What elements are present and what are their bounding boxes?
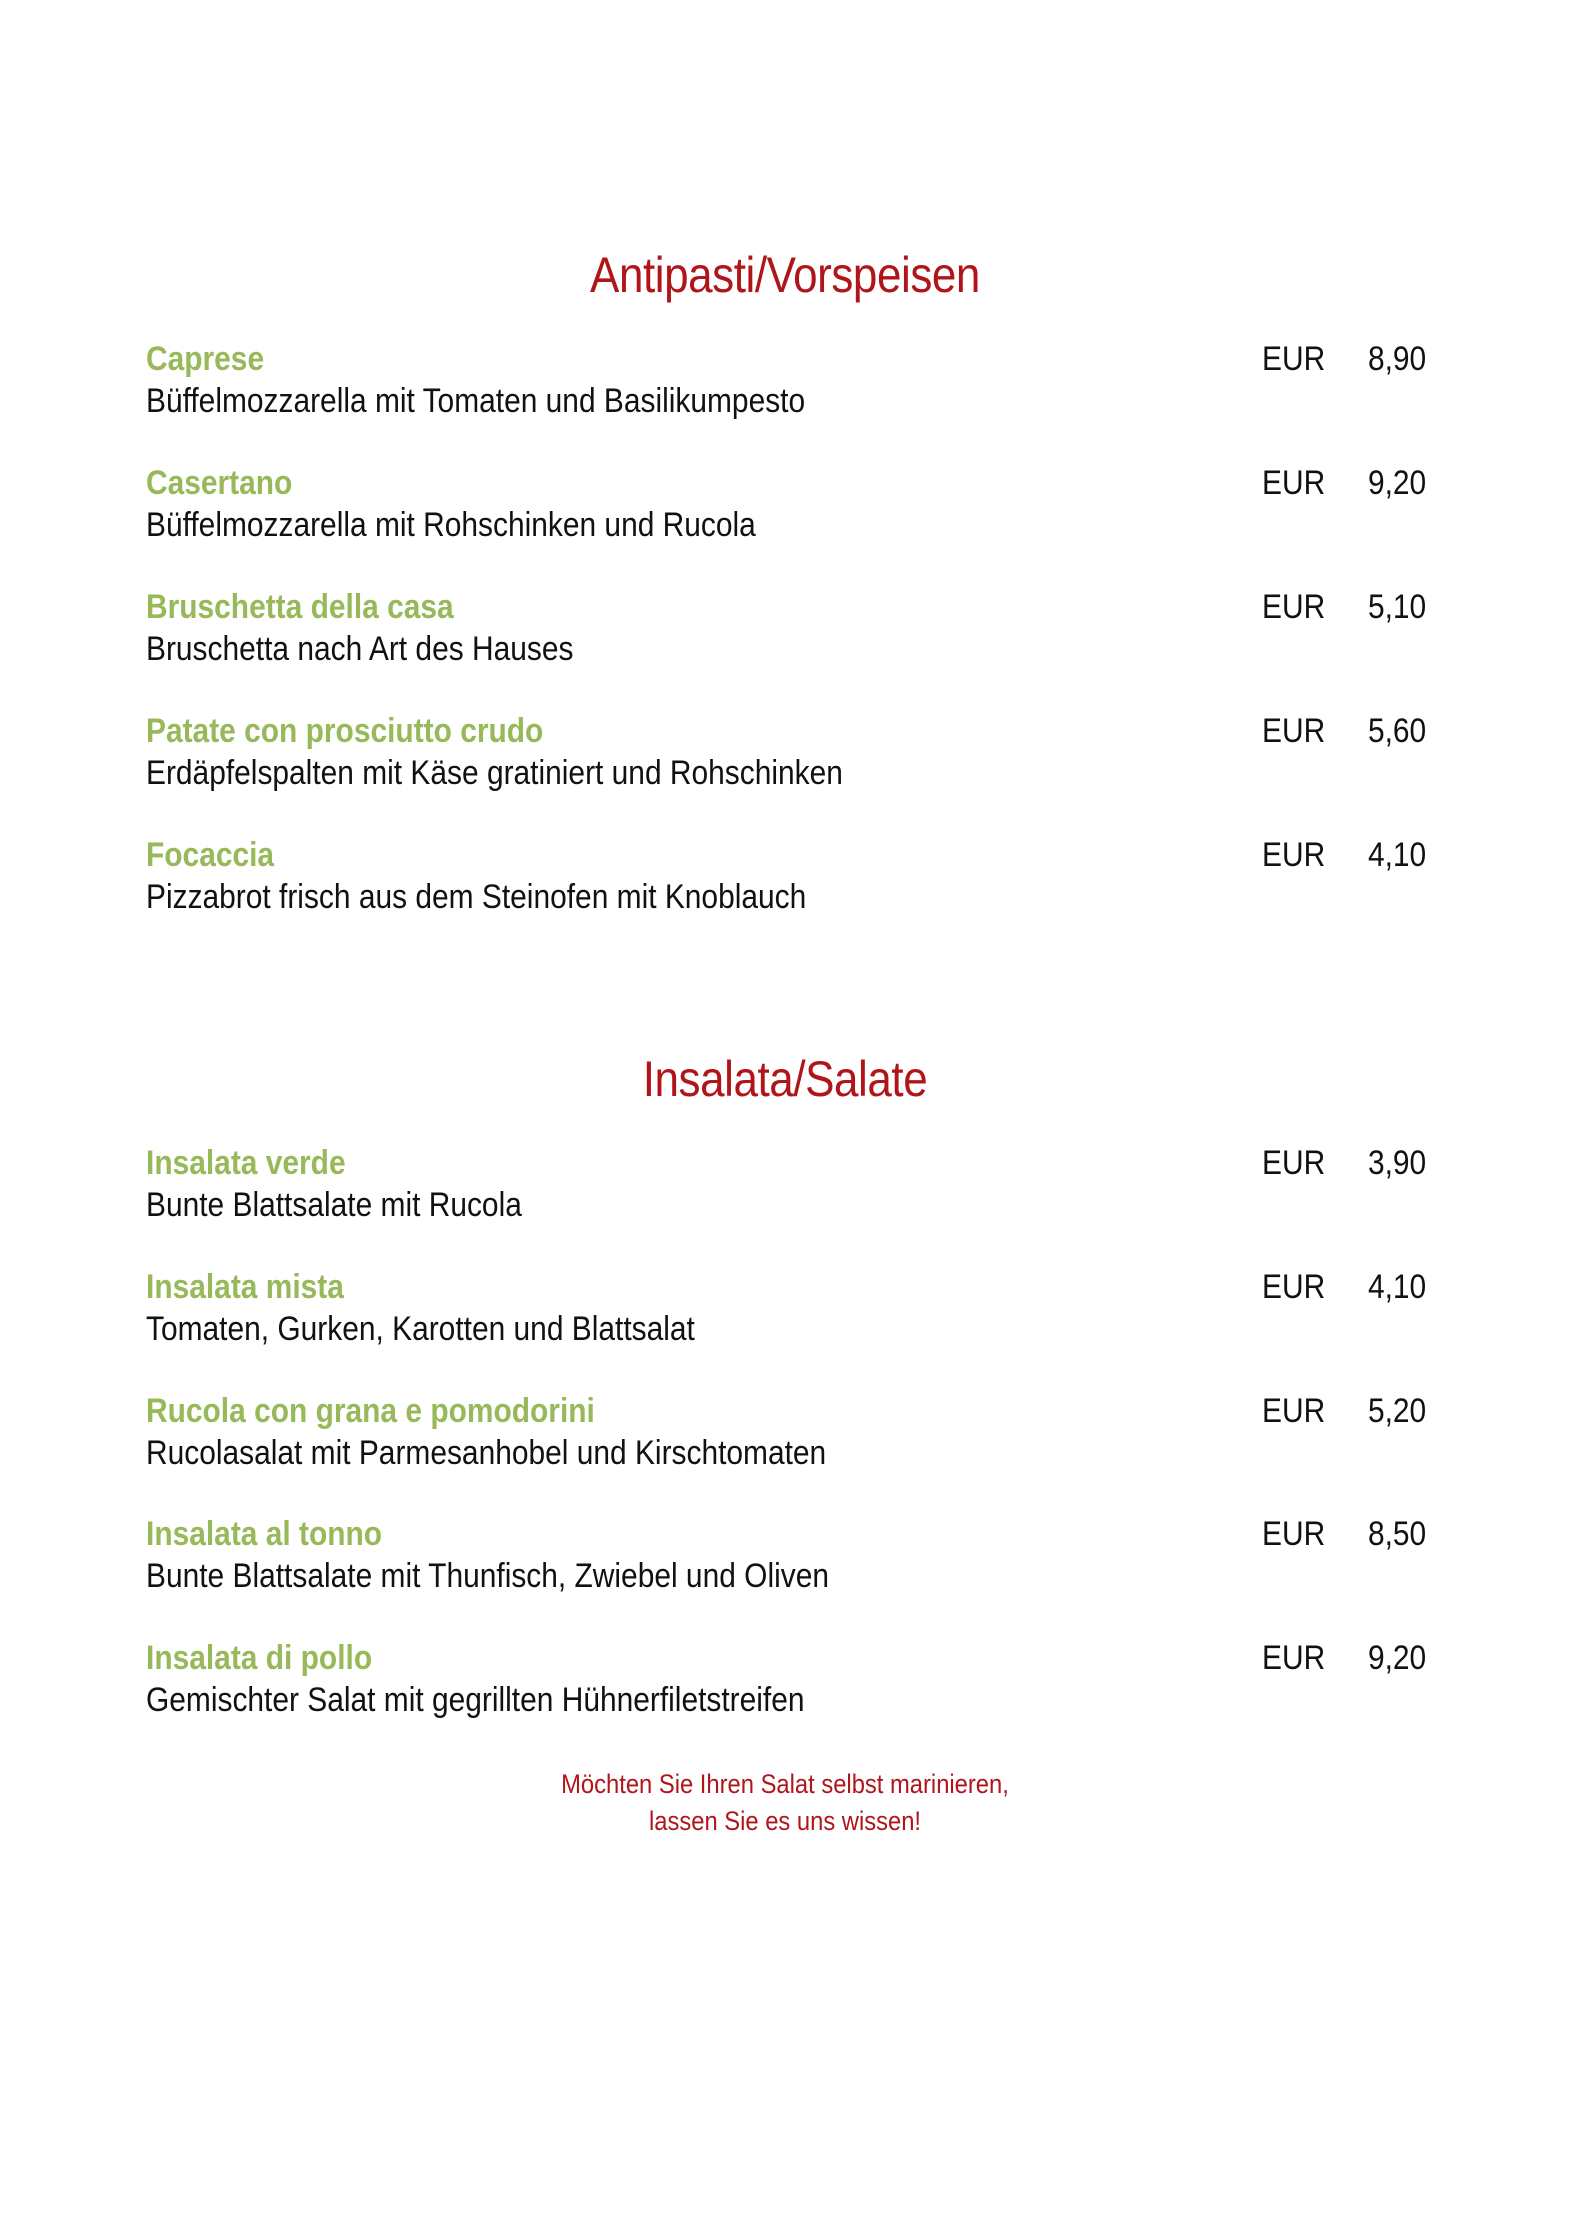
- item-description: Tomaten, Gurken, Karotten und Blattsalat: [146, 1310, 695, 1348]
- item-currency: EUR: [1262, 712, 1326, 750]
- section-title-insalata: Insalata/Salate: [642, 1051, 928, 1107]
- item-currency: EUR: [1262, 340, 1326, 378]
- salad-note-line-2: lassen Sie es uns wissen!: [648, 1806, 922, 1836]
- item-description: Gemischter Salat mit gegrillten Hühnerfiletstreifen: [146, 1681, 805, 1719]
- menu-item: [146, 342, 1426, 422]
- item-currency: EUR: [1262, 1268, 1326, 1306]
- item-name: Casertano: [146, 464, 293, 502]
- item-description: Erdäpfelspalten mit Käse gratiniert und Rohschinken: [146, 754, 843, 792]
- item-description: Pizzabrot frisch aus dem Steinofen mit Knoblauch: [146, 878, 807, 916]
- item-currency: EUR: [1262, 1392, 1326, 1430]
- menu-item: [146, 590, 1426, 670]
- item-price: 9,20: [1367, 464, 1426, 502]
- item-currency: EUR: [1262, 1515, 1326, 1553]
- item-currency: EUR: [1262, 588, 1326, 626]
- item-price: 4,10: [1367, 836, 1426, 874]
- salad-note-line-1: Möchten Sie Ihren Salat selbst marinieren,: [561, 1769, 1009, 1799]
- menu-item: [146, 1270, 1426, 1350]
- section-title-antipasti: Antipasti/Vorspeisen: [590, 247, 980, 303]
- menu-item: [146, 1641, 1426, 1721]
- salad-note: [94, 1766, 1476, 1840]
- item-name: Insalata di pollo: [146, 1639, 373, 1677]
- item-description: Büffelmozzarella mit Tomaten und Basilikumpesto: [146, 382, 806, 420]
- item-name: Bruschetta della casa: [146, 588, 454, 626]
- item-currency: EUR: [1262, 464, 1326, 502]
- item-description: Bunte Blattsalate mit Thunfisch, Zwiebel und Oliven: [146, 1557, 829, 1595]
- item-name: Focaccia: [146, 836, 275, 874]
- item-description: Bunte Blattsalate mit Rucola: [146, 1186, 522, 1224]
- menu-item: [146, 714, 1426, 794]
- item-name: Insalata verde: [146, 1144, 346, 1182]
- item-currency: EUR: [1262, 1144, 1326, 1182]
- item-price: 9,20: [1367, 1639, 1426, 1677]
- item-name: Insalata al tonno: [146, 1515, 383, 1553]
- menu-item: [146, 466, 1426, 546]
- item-price: 5,20: [1367, 1392, 1426, 1430]
- menu-item: [146, 1394, 1426, 1474]
- item-currency: EUR: [1262, 836, 1326, 874]
- item-description: Bruschetta nach Art des Hauses: [146, 630, 574, 668]
- item-description: Rucolasalat mit Parmesanhobel und Kirschtomaten: [146, 1434, 827, 1472]
- menu-item: [146, 1517, 1426, 1597]
- item-price: 4,10: [1367, 1268, 1426, 1306]
- item-price: 3,90: [1367, 1144, 1426, 1182]
- item-price: 5,10: [1367, 588, 1426, 626]
- item-name: Patate con prosciutto crudo: [146, 712, 544, 750]
- item-currency: EUR: [1262, 1639, 1326, 1677]
- item-price: 5,60: [1367, 712, 1426, 750]
- item-price: 8,90: [1367, 340, 1426, 378]
- menu-item: [146, 838, 1426, 918]
- menu-item: [146, 1146, 1426, 1226]
- item-description: Büffelmozzarella mit Rohschinken und Rucola: [146, 506, 756, 544]
- item-name: Insalata mista: [146, 1268, 344, 1306]
- item-name: Caprese: [146, 340, 265, 378]
- item-name: Rucola con grana e pomodorini: [146, 1392, 595, 1430]
- item-price: 8,50: [1367, 1515, 1426, 1553]
